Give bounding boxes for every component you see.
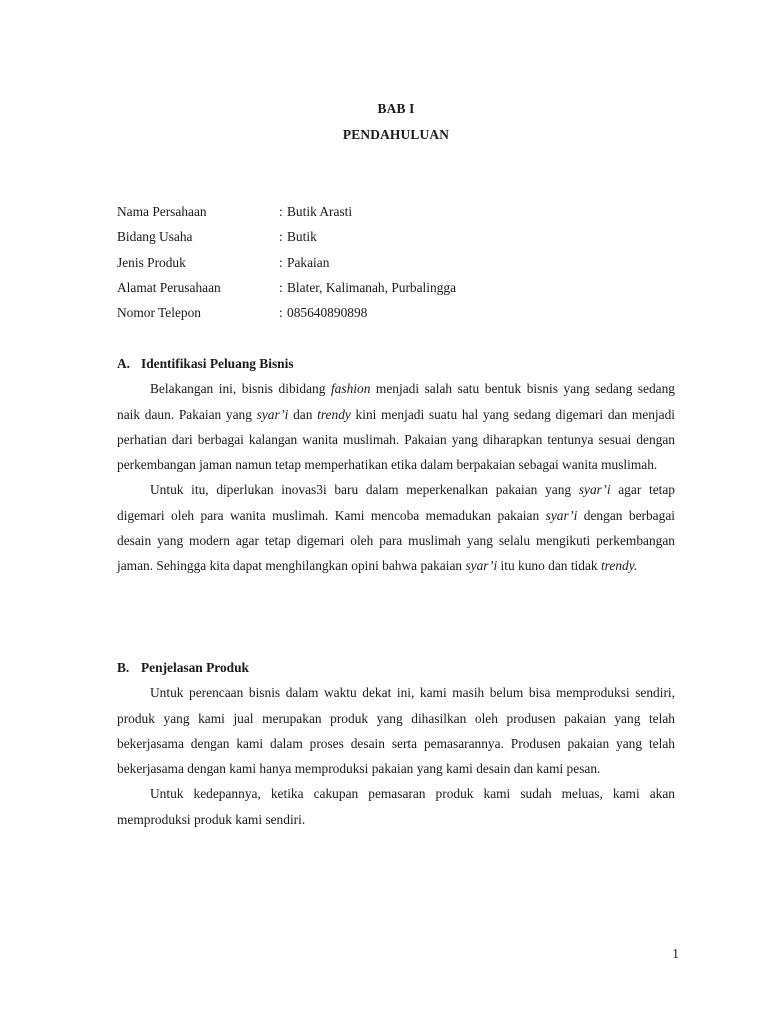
paragraph <box>117 477 675 578</box>
info-key: Jenis Produk <box>117 254 186 270</box>
info-row-company-name <box>117 199 675 224</box>
paragraph-text: itu kuno dan tidak <box>497 558 601 574</box>
paragraph-text: dengan berbagai desain yang modern agar tetap digemari oleh para muslimah yang selalu mengikuti perkembangan jaman. Sehingga kita dapat menghilangkan opini bahwa pakaian <box>117 507 675 574</box>
info-separator: : <box>279 204 283 219</box>
paragraph-text: agar tetap digemari oleh para wanita muslimah. Kami mencoba memadukan pakaian <box>117 482 675 523</box>
paragraph-text: menjadi salah satu bentuk bisnis yang sedang sedang naik daun. Pakaian yang <box>117 381 675 422</box>
italic-term: syar’i <box>256 406 289 422</box>
paragraph-text: Belakangan ini, bisnis dibidang <box>150 381 331 397</box>
italic-term: trendy <box>317 406 351 422</box>
paragraph <box>117 376 675 477</box>
info-row-product-type <box>117 250 675 275</box>
info-key: Bidang Usaha <box>117 229 193 245</box>
section-letter: B. <box>117 660 130 675</box>
section-b <box>117 655 675 832</box>
company-info-list <box>117 199 675 325</box>
italic-term: fashion <box>330 381 371 397</box>
section-heading <box>117 351 675 376</box>
info-separator: : <box>279 229 283 245</box>
section-letter: A. <box>117 356 131 371</box>
paragraph: Untuk kedepannya, ketika cakupan pemasaran produk kami sudah meluas, kami akan memproduksi produk kami sendiri. <box>117 786 675 827</box>
info-key: Nama Persahaan <box>117 204 207 219</box>
section-heading <box>117 655 675 680</box>
info-value: Blater, Kalimanah, Purbalingga <box>287 279 457 295</box>
paragraph: Untuk perencaan bisnis dalam waktu dekat ini, kami masih belum bisa memproduksi sendiri, produk yang kami jual merupakan produk yang dihasilkan oleh produsen pakaian yang telah bekerjasama dengan kami dalam proses desain serta pemasarannya. Produsen pakaian yang telah bekerjasama dengan kami hanya memproduksi pakaian yang kami desain dan kami pesan. <box>117 685 675 777</box>
info-value: Pakaian <box>287 254 330 270</box>
document-page <box>117 0 675 1024</box>
page-number: 1 <box>672 946 679 961</box>
paragraph-text: Untuk itu, diperlukan inovas3i baru dalam meperkenalkan pakaian yang <box>150 482 579 498</box>
paragraph-text: dan <box>288 406 318 422</box>
info-separator: : <box>279 254 283 270</box>
chapter-title: PENDAHULUAN <box>342 127 450 142</box>
italic-term: trendy. <box>600 558 638 574</box>
info-value: 085640890898 <box>287 305 368 321</box>
section-title: Penjelasan Produk <box>141 660 250 675</box>
info-separator: : <box>279 279 283 295</box>
info-key: Nomor Telepon <box>117 305 201 321</box>
italic-term: syar’i <box>465 558 498 574</box>
info-value: Butik <box>287 229 317 245</box>
italic-term: syar’i <box>578 482 611 498</box>
italic-term: syar’i <box>545 507 578 523</box>
info-row-address <box>117 275 675 300</box>
info-separator: : <box>279 305 283 321</box>
paragraph-text: kini menjadi suatu hal yang sedang digemari dan menjadi perhatian dari berbagai kalangan wanita muslimah. Pakaian yang diharapkan tentunya sesuai dengan perkembangan jaman namun tetap memperhatikan etika dalam berpakaian sebagai wanita muslimah. <box>117 406 675 473</box>
info-value: Butik Arasti <box>287 204 353 219</box>
info-row-business-field <box>117 224 675 249</box>
section-a <box>117 351 675 579</box>
info-row-phone <box>117 300 675 325</box>
section-title: Identifikasi Peluang Bisnis <box>141 356 294 371</box>
chapter-number: BAB I <box>377 101 415 116</box>
info-key: Alamat Perusahaan <box>117 279 221 295</box>
